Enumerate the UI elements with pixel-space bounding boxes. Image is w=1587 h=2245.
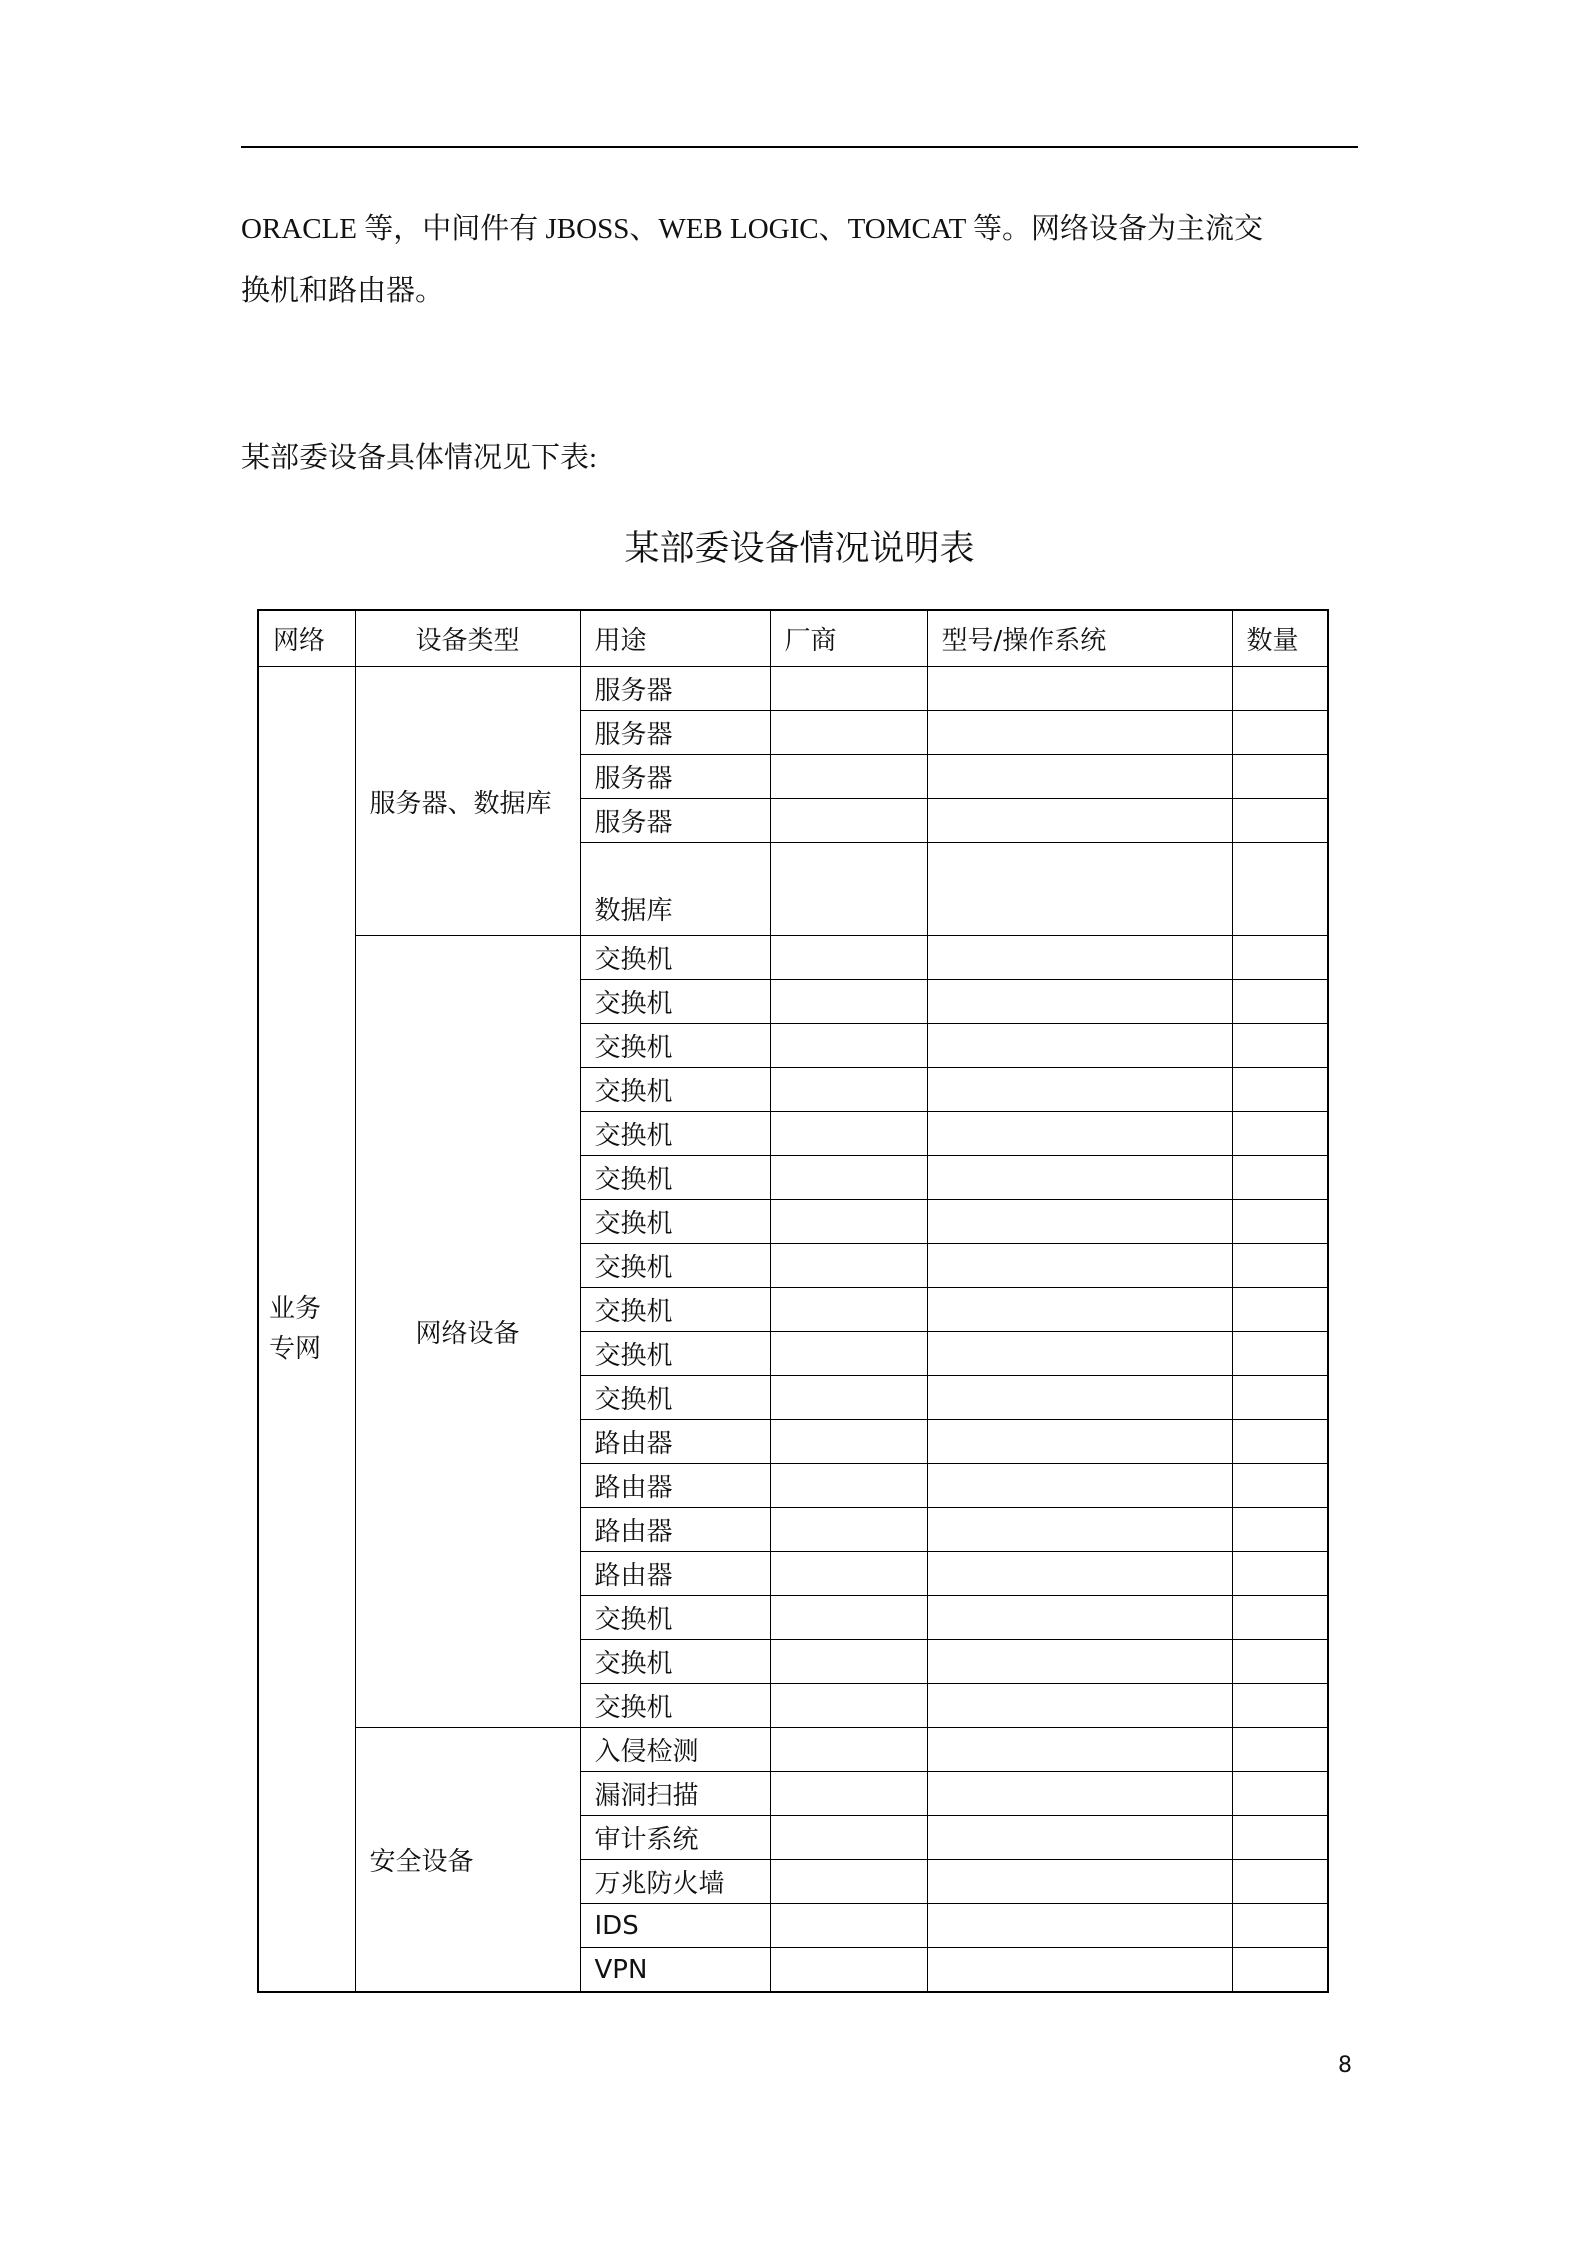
usage-cell: 服务器 [580, 711, 770, 755]
model-os-cell[interactable] [927, 1464, 1232, 1508]
table-intro: 某部委设备具体情况见下表: [241, 442, 598, 474]
header-network: 网络 [258, 610, 355, 667]
body-paragraph-line1: ORACLE 等，中间件有 JBOSS、WEB LOGIC、TOMCAT 等。网络设备为主流交 [241, 213, 1264, 245]
vendor-cell[interactable] [770, 1596, 927, 1640]
usage-cell: 交换机 [580, 1156, 770, 1200]
vendor-cell[interactable] [770, 843, 927, 936]
model-os-cell[interactable] [927, 667, 1232, 711]
vendor-cell[interactable] [770, 1156, 927, 1200]
model-os-cell[interactable] [927, 980, 1232, 1024]
usage-cell: 交换机 [580, 936, 770, 980]
usage-cell: 交换机 [580, 1332, 770, 1376]
vendor-cell[interactable] [770, 980, 927, 1024]
quantity-cell[interactable] [1232, 1508, 1328, 1552]
quantity-cell[interactable] [1232, 1596, 1328, 1640]
quantity-cell[interactable] [1232, 936, 1328, 980]
model-os-cell[interactable] [927, 1860, 1232, 1904]
model-os-cell[interactable] [927, 1332, 1232, 1376]
vendor-cell[interactable] [770, 1024, 927, 1068]
usage-cell: IDS [580, 1904, 770, 1948]
quantity-cell[interactable] [1232, 1200, 1328, 1244]
quantity-cell[interactable] [1232, 1552, 1328, 1596]
model-os-cell[interactable] [927, 1156, 1232, 1200]
quantity-cell[interactable] [1232, 1904, 1328, 1948]
model-os-cell[interactable] [927, 1904, 1232, 1948]
usage-cell: 交换机 [580, 1112, 770, 1156]
usage-cell: 路由器 [580, 1420, 770, 1464]
usage-cell: 路由器 [580, 1508, 770, 1552]
usage-cell: 交换机 [580, 1684, 770, 1728]
vendor-cell[interactable] [770, 1112, 927, 1156]
vendor-cell[interactable] [770, 1948, 927, 1993]
quantity-cell[interactable] [1232, 1112, 1328, 1156]
model-os-cell[interactable] [927, 1596, 1232, 1640]
vendor-cell[interactable] [770, 1772, 927, 1816]
vendor-cell[interactable] [770, 1640, 927, 1684]
model-os-cell[interactable] [927, 1024, 1232, 1068]
vendor-cell[interactable] [770, 1552, 927, 1596]
quantity-cell[interactable] [1232, 1376, 1328, 1420]
header-device-type: 设备类型 [355, 610, 580, 667]
model-os-cell[interactable] [927, 1112, 1232, 1156]
usage-cell: 审计系统 [580, 1816, 770, 1860]
usage-cell: 入侵检测 [580, 1728, 770, 1772]
quantity-cell[interactable] [1232, 1068, 1328, 1112]
device-type-cell: 网络设备 [355, 936, 580, 1728]
model-os-cell[interactable] [927, 1816, 1232, 1860]
model-os-cell[interactable] [927, 1376, 1232, 1420]
table-row [258, 936, 1328, 980]
model-os-cell[interactable] [927, 1684, 1232, 1728]
usage-cell: 交换机 [580, 1200, 770, 1244]
model-os-cell[interactable] [927, 1200, 1232, 1244]
model-os-cell[interactable] [927, 1772, 1232, 1816]
model-os-cell[interactable] [927, 799, 1232, 843]
page-column [241, 0, 1358, 2118]
vendor-cell[interactable] [770, 936, 927, 980]
usage-cell: 服务器 [580, 755, 770, 799]
model-os-cell[interactable] [927, 1728, 1232, 1772]
quantity-cell[interactable] [1232, 1288, 1328, 1332]
quantity-cell[interactable] [1232, 980, 1328, 1024]
model-os-cell[interactable] [927, 843, 1232, 936]
vendor-cell[interactable] [770, 1420, 927, 1464]
vendor-cell[interactable] [770, 1200, 927, 1244]
table-header-row [258, 610, 1328, 667]
usage-cell: 服务器 [580, 667, 770, 711]
usage-cell: 交换机 [580, 1376, 770, 1420]
usage-cell: 交换机 [580, 1024, 770, 1068]
quantity-cell[interactable] [1232, 1332, 1328, 1376]
vendor-cell[interactable] [770, 1376, 927, 1420]
vendor-cell[interactable] [770, 667, 927, 711]
model-os-cell[interactable] [927, 936, 1232, 980]
vendor-cell[interactable] [770, 1684, 927, 1728]
usage-cell: VPN [580, 1948, 770, 1993]
table-row [258, 667, 1328, 711]
quantity-cell[interactable] [1232, 755, 1328, 799]
model-os-cell[interactable] [927, 1640, 1232, 1684]
model-os-cell[interactable] [927, 1288, 1232, 1332]
quantity-cell[interactable] [1232, 1464, 1328, 1508]
header-usage: 用途 [580, 610, 770, 667]
model-os-cell[interactable] [927, 1552, 1232, 1596]
quantity-cell[interactable] [1232, 711, 1328, 755]
usage-cell: 服务器 [580, 799, 770, 843]
vendor-cell[interactable] [770, 1288, 927, 1332]
quantity-cell[interactable] [1232, 1156, 1328, 1200]
vendor-cell[interactable] [770, 1068, 927, 1112]
usage-cell: 交换机 [580, 1068, 770, 1112]
usage-cell: 数据库 [580, 843, 770, 936]
quantity-cell[interactable] [1232, 843, 1328, 936]
vendor-cell[interactable] [770, 1728, 927, 1772]
usage-cell: 路由器 [580, 1464, 770, 1508]
header-model-os: 型号/操作系统 [927, 610, 1232, 667]
quantity-cell[interactable] [1232, 1948, 1328, 1993]
usage-cell: 交换机 [580, 980, 770, 1024]
usage-cell: 万兆防火墙 [580, 1860, 770, 1904]
vendor-cell[interactable] [770, 1508, 927, 1552]
usage-cell: 路由器 [580, 1552, 770, 1596]
quantity-cell[interactable] [1232, 1640, 1328, 1684]
usage-cell: 漏洞扫描 [580, 1772, 770, 1816]
model-os-cell[interactable] [927, 1068, 1232, 1112]
usage-cell: 交换机 [580, 1244, 770, 1288]
vendor-cell[interactable] [770, 711, 927, 755]
model-os-cell[interactable] [927, 711, 1232, 755]
quantity-cell[interactable] [1232, 1772, 1328, 1816]
quantity-cell[interactable] [1232, 1728, 1328, 1772]
header-rule [241, 146, 1358, 148]
model-os-cell[interactable] [927, 1420, 1232, 1464]
model-os-cell[interactable] [927, 1244, 1232, 1288]
usage-cell: 交换机 [580, 1288, 770, 1332]
model-os-cell[interactable] [927, 1948, 1232, 1993]
vendor-cell[interactable] [770, 1244, 927, 1288]
vendor-cell[interactable] [770, 1464, 927, 1508]
vendor-cell[interactable] [770, 755, 927, 799]
quantity-cell[interactable] [1232, 799, 1328, 843]
network-cell: 业务专网 [258, 667, 355, 1993]
equipment-table [257, 609, 1329, 1993]
vendor-cell[interactable] [770, 799, 927, 843]
usage-cell: 交换机 [580, 1596, 770, 1640]
quantity-cell[interactable] [1232, 1816, 1328, 1860]
model-os-cell[interactable] [927, 755, 1232, 799]
device-type-cell: 安全设备 [355, 1728, 580, 1993]
device-type-cell: 服务器、数据库 [355, 667, 580, 936]
vendor-cell[interactable] [770, 1860, 927, 1904]
vendor-cell[interactable] [770, 1332, 927, 1376]
quantity-cell[interactable] [1232, 1860, 1328, 1904]
model-os-cell[interactable] [927, 1508, 1232, 1552]
quantity-cell[interactable] [1232, 667, 1328, 711]
header-quantity: 数量 [1232, 610, 1328, 667]
header-vendor: 厂商 [770, 610, 927, 667]
table-row [258, 1728, 1328, 1772]
quantity-cell[interactable] [1232, 1244, 1328, 1288]
usage-cell: 交换机 [580, 1640, 770, 1684]
vendor-cell[interactable] [770, 1816, 927, 1860]
table-title: 某部委设备情况说明表 [624, 529, 975, 569]
body-paragraph-line2: 换机和路由器。 [241, 275, 445, 307]
quantity-cell[interactable] [1232, 1684, 1328, 1728]
page-number: 8 [1338, 2053, 1352, 2078]
quantity-cell[interactable] [1232, 1420, 1328, 1464]
vendor-cell[interactable] [770, 1904, 927, 1948]
quantity-cell[interactable] [1232, 1024, 1328, 1068]
